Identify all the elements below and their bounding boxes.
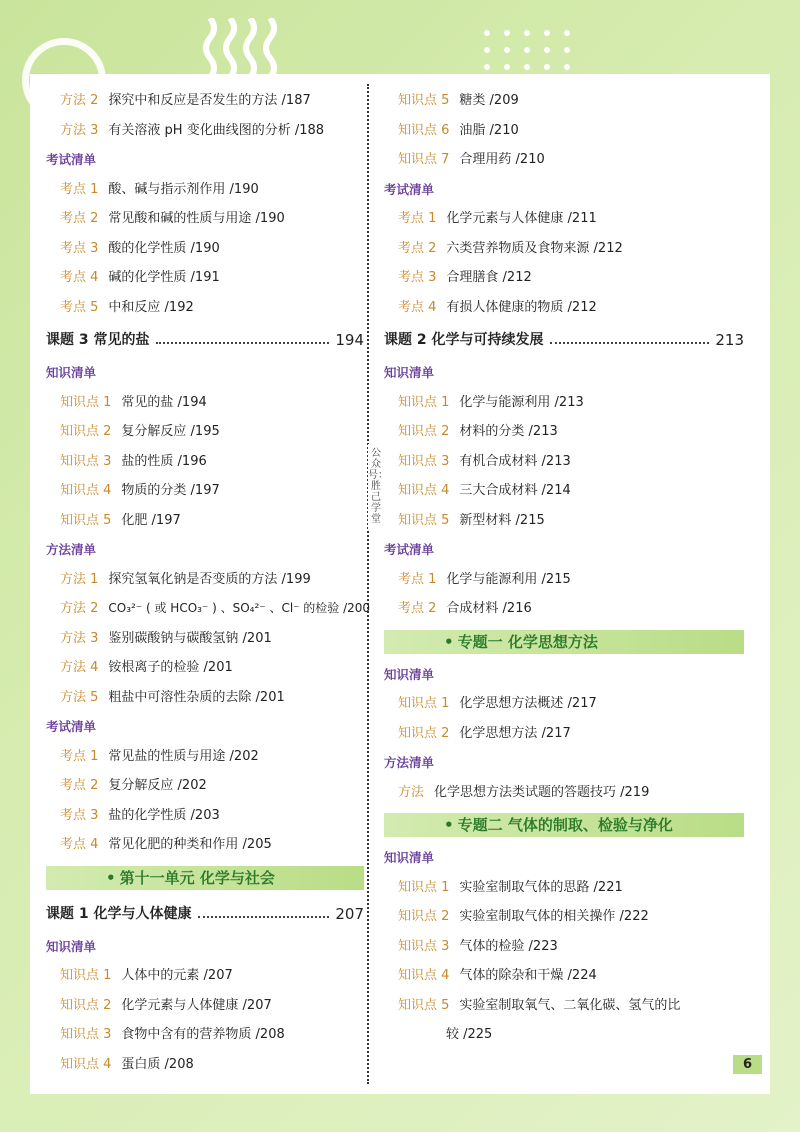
toc-entry[interactable]	[46, 388, 364, 418]
leader-dots	[198, 916, 330, 918]
entry-label: 知识点 3	[398, 938, 450, 954]
entry-text: 新型材料 /215	[459, 512, 545, 528]
entry-label: 知识点 3	[60, 453, 112, 469]
entry-text: 三大合成材料 /214	[459, 483, 571, 498]
entry-text: 盐的性质 /196	[121, 453, 207, 469]
lesson-heading[interactable]	[46, 896, 364, 932]
leader-dots	[550, 342, 710, 344]
lesson-heading[interactable]	[384, 322, 744, 358]
toc-entry[interactable]	[46, 86, 364, 116]
entry-text: 化肥 /197	[121, 512, 181, 528]
toc-entry[interactable]	[46, 234, 364, 264]
toc-entry[interactable]	[46, 1020, 364, 1050]
section-heading: 知识清单	[384, 666, 435, 682]
toc-entry[interactable]	[384, 991, 744, 1021]
entry-text: 实验室制取氧气、二氧化碳、氢气的比	[459, 997, 681, 1013]
lesson-heading[interactable]	[46, 322, 364, 358]
toc-entry[interactable]	[384, 116, 744, 146]
toc-entry-continuation[interactable]: 较 /225	[446, 1027, 493, 1042]
entry-label: 知识点 1	[398, 696, 450, 711]
entry-text: 复分解反应 /202	[108, 778, 207, 793]
entry-label: 知识点 1	[398, 879, 450, 895]
entry-label: 考点 2	[60, 778, 99, 793]
entry-text: 物质的分类 /197	[121, 483, 220, 498]
entry-label: 考点 5	[60, 299, 99, 315]
entry-text: 合理用药 /210	[459, 152, 545, 167]
toc-entry[interactable]	[384, 145, 744, 175]
toc-entry[interactable]	[46, 1050, 364, 1080]
toc-entry[interactable]	[384, 417, 744, 447]
left-column	[46, 74, 371, 1079]
toc-entry[interactable]	[46, 116, 364, 146]
entry-text: 化学思想方法概述 /217	[459, 696, 597, 711]
entry-label: 知识点 5	[398, 512, 450, 528]
entry-label: 知识点 5	[60, 512, 112, 528]
entry-label: 考点 3	[398, 270, 437, 285]
entry-label: 考点 1	[60, 748, 99, 764]
toc-entry[interactable]	[384, 961, 744, 991]
entry-text: 糖类 /209	[459, 93, 519, 108]
entry-text: 气体的除杂和干燥 /224	[459, 968, 597, 983]
section-heading: 知识清单	[384, 365, 435, 380]
entry-label: 知识点 5	[398, 997, 450, 1013]
entry-label: 知识点 4	[398, 968, 450, 983]
entry-label: 知识点 4	[60, 1056, 112, 1072]
entry-text: 合理膳食 /212	[446, 270, 532, 285]
toc-page	[30, 74, 770, 1094]
entry-text: 蛋白质 /208	[121, 1056, 194, 1072]
entry-label: 方法 5	[60, 689, 99, 705]
toc-entry[interactable]	[46, 830, 364, 860]
decorative-dots	[482, 28, 572, 72]
lesson-title: 课题 3 常见的盐	[46, 332, 150, 348]
toc-entry[interactable]	[46, 476, 364, 506]
entry-text: 油脂 /210	[459, 122, 519, 138]
toc-entry[interactable]	[384, 719, 744, 749]
toc-entry[interactable]	[384, 234, 744, 264]
entry-label: 知识点 2	[398, 424, 450, 439]
toc-entry[interactable]	[46, 683, 364, 713]
entry-text: 气体的检验 /223	[459, 938, 558, 954]
entry-text: 常见的盐 /194	[121, 394, 207, 410]
decorative-waves	[200, 18, 280, 78]
entry-text: 化学思想方法类试题的答题技巧 /219	[434, 784, 650, 800]
column-divider	[367, 84, 369, 1084]
toc-entry[interactable]	[384, 506, 744, 536]
toc-entry[interactable]	[384, 263, 744, 293]
section-heading: 知识清单	[46, 365, 97, 380]
toc-entry[interactable]	[46, 801, 364, 831]
toc-entry[interactable]	[46, 447, 364, 477]
entry-label: 方法 3	[60, 122, 99, 138]
entry-label: 知识点 4	[60, 483, 112, 498]
toc-entry[interactable]	[384, 565, 744, 595]
section-heading: 知识清单	[384, 850, 435, 865]
toc-entry[interactable]	[384, 86, 744, 116]
entry-label: 知识点 1	[60, 394, 112, 410]
entry-label: 方法 4	[60, 660, 99, 675]
entry-label: 方法 2	[60, 93, 99, 108]
toc-entry[interactable]	[46, 653, 364, 683]
entry-label: 知识点 2	[60, 997, 112, 1013]
entry-text: 化学思想方法 /217	[459, 725, 571, 741]
topic-banner[interactable]	[384, 813, 744, 837]
section-heading: 方法清单	[384, 755, 435, 770]
entry-text: 鉴别碳酸钠与碳酸氢钠 /201	[108, 630, 272, 646]
unit-banner[interactable]	[46, 866, 364, 890]
page-number: 6	[733, 1055, 762, 1074]
entry-label: 知识点 4	[398, 483, 450, 498]
entry-label: 知识点 3	[60, 1027, 112, 1042]
entry-label: 知识点 1	[60, 968, 112, 983]
toc-entry[interactable]	[384, 689, 744, 719]
entry-label: 考点 4	[60, 837, 99, 852]
entry-label: 考点 1	[398, 211, 437, 226]
toc-entry[interactable]	[384, 932, 744, 962]
entry-label: 考点 3	[60, 240, 99, 256]
entry-text: 常见酸和碱的性质与用途 /190	[108, 211, 285, 226]
lesson-title: 课题 2 化学与可持续发展	[384, 332, 544, 348]
entry-label: 知识点 2	[60, 424, 112, 439]
toc-entry[interactable]	[384, 873, 744, 903]
entry-label: 知识点 3	[398, 453, 450, 469]
toc-entry[interactable]	[384, 778, 744, 808]
entry-text: 六类营养物质及食物来源 /212	[446, 240, 623, 256]
toc-entry[interactable]	[384, 447, 744, 477]
entry-text: 化学与能源利用 /213	[459, 394, 584, 410]
toc-entry[interactable]	[46, 961, 364, 991]
right-column	[384, 74, 744, 1050]
entry-label: 考点 3	[60, 807, 99, 823]
entry-label: 知识点 7	[398, 152, 450, 167]
entry-text: 探究氢氧化钠是否变质的方法 /199	[108, 571, 311, 587]
section-heading: 考试清单	[384, 542, 435, 557]
entry-text: 有关溶液 pH 变化曲线图的分析 /188	[108, 122, 325, 138]
toc-entry[interactable]	[384, 204, 744, 234]
entry-text: 酸的化学性质 /190	[108, 240, 220, 256]
section-heading: 知识清单	[46, 938, 97, 954]
toc-entry[interactable]	[46, 991, 364, 1021]
entry-text: 中和反应 /192	[108, 299, 194, 315]
entry-label: 考点 4	[398, 299, 437, 315]
entry-text: 铵根离子的检验 /201	[108, 660, 233, 675]
leader-dots	[156, 342, 330, 344]
lesson-title: 课题 1 化学与人体健康	[46, 905, 192, 922]
entry-text: 化学与能源利用 /215	[446, 571, 571, 587]
entry-label: 知识点 6	[398, 122, 450, 138]
entry-label: 方法 1	[60, 571, 99, 587]
entry-text: 常见盐的性质与用途 /202	[108, 748, 259, 764]
topic-title: 专题一 化学思想方法	[457, 632, 598, 651]
toc-entry[interactable]	[46, 263, 364, 293]
entry-text: 材料的分类 /213	[459, 424, 558, 439]
section-heading: 方法清单	[46, 542, 97, 557]
entry-text: 复分解反应 /195	[121, 424, 220, 439]
lesson-page: 194	[335, 331, 364, 349]
bullet-icon: •	[444, 632, 454, 651]
bullet-icon: •	[106, 868, 116, 887]
entry-text: 有损人体健康的物质 /212	[446, 299, 597, 315]
entry-label: 考点 4	[60, 270, 99, 285]
entry-label: 知识点 2	[398, 909, 450, 924]
entry-text: 碱的化学性质 /191	[108, 270, 220, 285]
entry-text: 实验室制取气体的相关操作 /222	[459, 909, 649, 924]
toc-entry[interactable]	[46, 506, 364, 536]
entry-label: 方法 3	[60, 630, 99, 646]
entry-label: 知识点 1	[398, 394, 450, 410]
toc-entry[interactable]	[384, 902, 744, 932]
side-note: 公众号：胜己学堂	[368, 444, 384, 529]
topic-title: 专题二 气体的制取、检验与净化	[457, 816, 673, 834]
toc-entry[interactable]	[384, 594, 744, 624]
entry-label: 方法	[398, 784, 425, 800]
section-heading: 考试清单	[384, 181, 435, 197]
entry-text: 探究中和反应是否发生的方法 /187	[108, 93, 311, 108]
section-heading: 考试清单	[46, 152, 97, 167]
toc-entry[interactable]	[46, 565, 364, 595]
entry-text: 合成材料 /216	[446, 601, 532, 616]
toc-entry[interactable]	[46, 742, 364, 772]
entry-text: 粗盐中可溶性杂质的去除 /201	[108, 689, 285, 705]
entry-text: 人体中的元素 /207	[121, 968, 233, 983]
toc-entry[interactable]	[46, 293, 364, 323]
entry-label: 考点 2	[60, 211, 99, 226]
entry-text: 实验室制取气体的思路 /221	[459, 879, 623, 895]
toc-entry[interactable]	[46, 175, 364, 205]
entry-label: 考点 1	[398, 571, 437, 587]
entry-label: 考点 1	[60, 181, 99, 197]
toc-entry[interactable]	[384, 388, 744, 418]
lesson-page: 213	[715, 331, 744, 349]
section-heading: 考试清单	[46, 719, 97, 734]
entry-label: 考点 2	[398, 240, 437, 256]
entry-label: 方法 2	[60, 601, 99, 616]
entry-label: 知识点 5	[398, 93, 450, 108]
toc-entry[interactable]	[46, 417, 364, 447]
entry-text: 化学元素与人体健康 /211	[446, 211, 597, 226]
entry-label: 知识点 2	[398, 725, 450, 741]
toc-entry[interactable]	[46, 771, 364, 801]
entry-text: 常见化肥的种类和作用 /205	[108, 837, 272, 852]
toc-entry[interactable]	[384, 476, 744, 506]
unit-title: 第十一单元 化学与社会	[119, 868, 275, 887]
entry-text: 食物中含有的营养物质 /208	[121, 1027, 285, 1042]
entry-text: 酸、碱与指示剂作用 /190	[108, 181, 259, 197]
entry-text: 盐的化学性质 /203	[108, 807, 220, 823]
entry-text: CO₃²⁻ ( 或 HCO₃⁻ ) 、SO₄²⁻ 、Cl⁻ 的检验 /200	[108, 601, 371, 615]
bullet-icon: •	[444, 816, 454, 834]
topic-banner[interactable]	[384, 630, 744, 654]
entry-text: 化学元素与人体健康 /207	[121, 997, 272, 1013]
lesson-page: 207	[335, 904, 364, 923]
toc-entry[interactable]	[384, 293, 744, 323]
toc-entry[interactable]	[46, 624, 364, 654]
entry-text: 有机合成材料 /213	[459, 453, 571, 469]
entry-label: 考点 2	[398, 601, 437, 616]
toc-entry[interactable]	[46, 204, 364, 234]
toc-entry[interactable]	[46, 594, 371, 624]
